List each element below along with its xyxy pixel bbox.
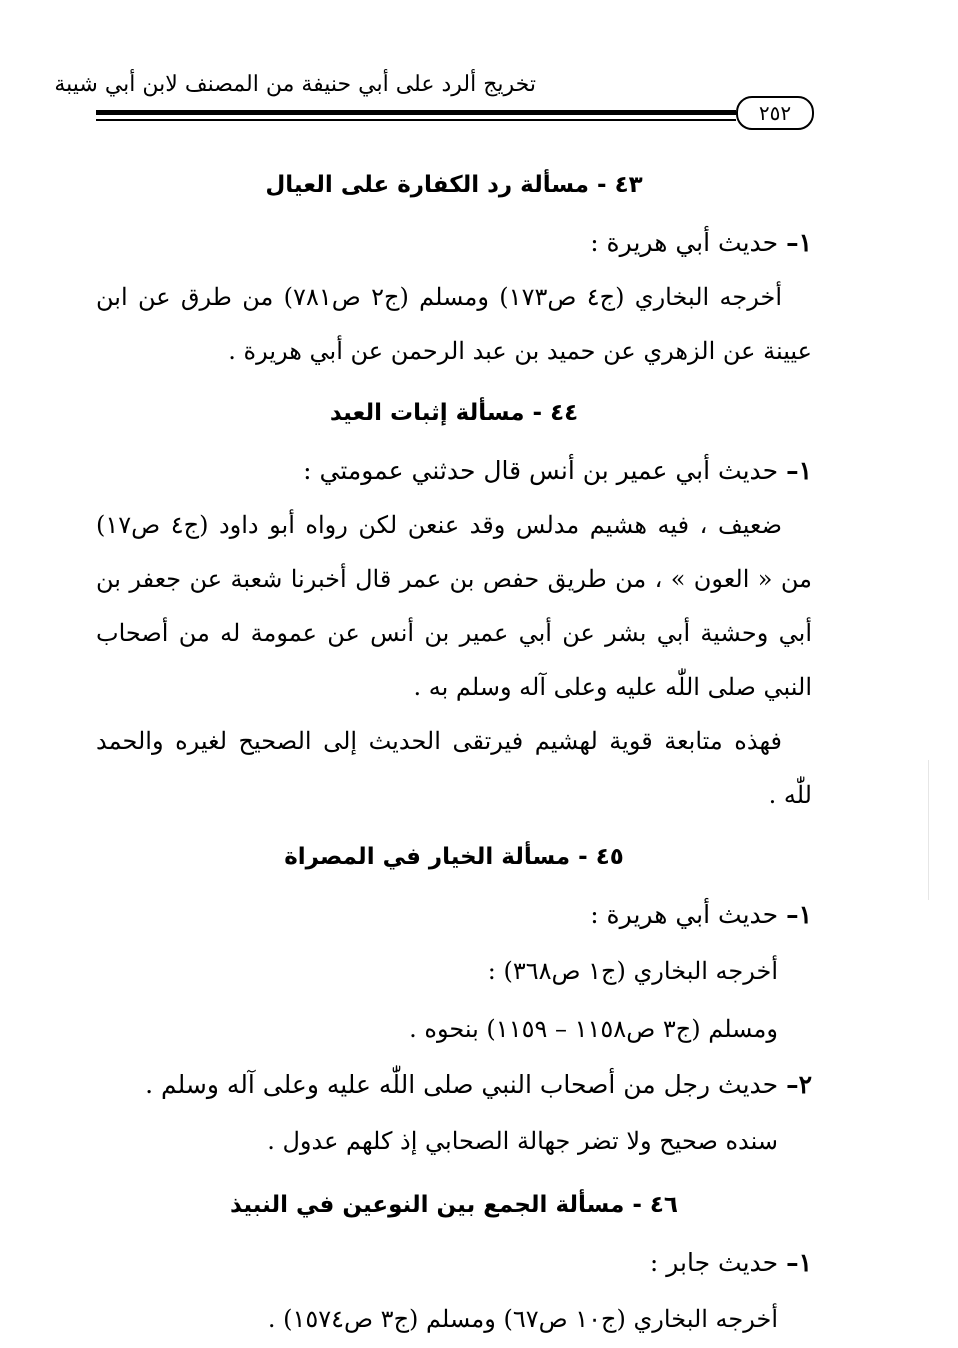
running-title: تخريج ألرد على أبي حنيفة من المصنف لابن أبي شيبة xyxy=(54,72,536,97)
hadith-number: ٢– xyxy=(786,1070,812,1099)
section-46 xyxy=(96,1184,812,1348)
hadith-source-line: أخرجه البخاري (ج١٠ ص٦٧) ومسلم (ج٣ ص١٥٧٤) . xyxy=(267,1305,778,1333)
section-heading: ٤٦ - مسألة الجمع بين النوعين في النبيذ xyxy=(230,1192,678,1218)
section-heading: ٤٤ - مسألة إثبات العيد xyxy=(329,400,579,426)
hadith-title-text: حديث أبي هريرة : xyxy=(590,228,779,257)
hadith-number: ١– xyxy=(786,1248,812,1277)
hadith-title-text: حديث جابر : xyxy=(649,1248,779,1277)
section-43 xyxy=(96,164,812,378)
page-content xyxy=(96,150,812,1348)
hadith-title xyxy=(96,444,812,498)
header-rule-thick xyxy=(96,110,736,115)
hadith-number: ١– xyxy=(786,456,812,485)
scan-edge-mark xyxy=(928,760,929,900)
header-rule-thin xyxy=(96,119,736,121)
hadith-source-line: ومسلم (ج٣ ص١١٥٨ – ١١٥٩) بنحوه . xyxy=(409,1015,778,1043)
hadith-title-text: حديث أبي عمير بن أنس قال حدثني عمومتي : xyxy=(303,456,779,485)
hadith-number: ١– xyxy=(786,900,812,929)
hadith-title xyxy=(96,1236,812,1290)
section-heading: ٤٥ - مسألة الخيار في المصراة xyxy=(284,844,624,870)
hadith-title xyxy=(96,888,812,942)
hadith-source-line: سنده صحيح ولا تضر جهالة الصحابي إذ كلهم عدول . xyxy=(267,1127,778,1155)
section-heading: ٤٣ - مسألة رد الكفارة على العيال xyxy=(265,172,643,198)
hadith-title-text: حديث أبي هريرة : xyxy=(590,900,779,929)
hadith-source-line: أخرجه البخاري (ج١ ص٣٦٨) : xyxy=(487,957,778,985)
hadith-commentary: ضعيف ، فيه هشيم مدلس وقد عنعن لكن رواه أبو داود (ج٤ ص١٧) من « العون » ، من طريق حفص بن عمر قال أخبرنا شعبة عن جعفر بن أبي وحشية أبي بشر عن أبي عمير بن أنس عن عمومة له من أصحاب النبي صلى اللّٰه عليه وعلى آله وسلم به . xyxy=(96,511,812,701)
hadith-title xyxy=(96,1058,812,1112)
hadith-title-text: حديث رجل من أصحاب النبي صلى اللّٰه عليه وعلى آله وسلم . xyxy=(145,1070,779,1099)
hadith-note: فهذه متابعة قوية لهشيم فيرتقى الحديث إلى الصحيح لغيره والحمد للّٰه . xyxy=(96,727,812,809)
hadith-number: ١– xyxy=(786,228,812,257)
page-number: ٢٥٢ xyxy=(736,96,814,130)
section-44 xyxy=(96,392,812,822)
section-45 xyxy=(96,836,812,1170)
hadith-commentary: أخرجه البخاري (ج٤ ص١٧٣) ومسلم (ج٢ ص٧٨١) من طرق عن ابن عيينة عن الزهري عن حميد بن عبد الرحمن عن أبي هريرة . xyxy=(96,283,812,365)
hadith-title xyxy=(96,216,812,270)
